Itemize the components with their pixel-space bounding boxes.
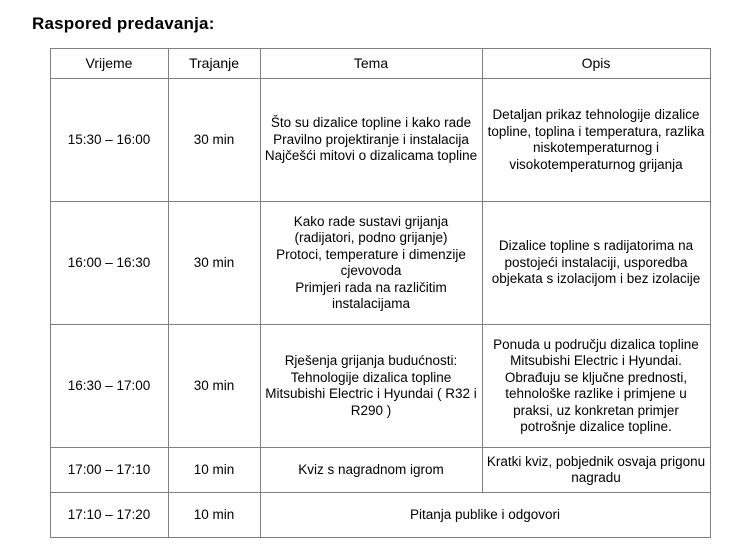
column-header-opis: Opis bbox=[482, 49, 710, 79]
cell-duration: 10 min bbox=[168, 493, 260, 538]
cell-description bbox=[482, 202, 710, 325]
column-header-vrijeme: Vrijeme bbox=[50, 49, 168, 79]
cell-topic bbox=[260, 79, 482, 202]
cell-topic: Kviz s nagradnom igrom bbox=[260, 448, 482, 493]
description-line: Ponuda u području dizalica topline Mitsubishi Electric i Hyundai. bbox=[493, 336, 699, 369]
cell-time: 17:00 – 17:10 bbox=[50, 448, 168, 493]
table-row bbox=[50, 493, 710, 538]
table-row bbox=[50, 202, 710, 325]
description-line: Obrađuju se ključne prednosti, tehnološke razlike i primjene u praksi, uz konkretan primjer potrošnje dizalice topline. bbox=[504, 369, 688, 435]
topic-line: Najčešći mitovi o dizalicama topline bbox=[264, 148, 478, 164]
cell-time: 17:10 – 17:20 bbox=[50, 493, 168, 538]
topic-line: Primjeri rada na različitim instalacijama bbox=[295, 279, 447, 312]
table-header bbox=[50, 49, 710, 79]
topic-line: Što su dizalice topline i kako rade bbox=[270, 115, 472, 131]
table-body bbox=[50, 79, 710, 538]
cell-duration: 30 min bbox=[168, 202, 260, 325]
cell-description: Kratki kviz, pobjednik osvaja prigonu nagradu bbox=[482, 448, 710, 493]
schedule-table bbox=[50, 48, 711, 538]
column-header-trajanje: Trajanje bbox=[168, 49, 260, 79]
page-bottom-spacer bbox=[32, 538, 728, 558]
cell-topic bbox=[260, 202, 482, 325]
topic-line: Protoci, temperature i dimenzije cjevovoda bbox=[276, 246, 466, 279]
cell-description bbox=[482, 79, 710, 202]
description-line: Dizalice topline s radijatorima na postojeći instalaciji, usporedba objekata s izolacijom i bez izolacije bbox=[491, 238, 701, 287]
description-line: Detaljan prikaz tehnologije dizalice topline, toplina i temperatura, razlika niskotemperaturnog i visokotemperaturnog grijanja bbox=[487, 107, 705, 172]
cell-time: 15:30 – 16:00 bbox=[50, 79, 168, 202]
table-row bbox=[50, 79, 710, 202]
table-row bbox=[50, 448, 710, 493]
cell-description bbox=[482, 325, 710, 448]
cell-time: 16:30 – 17:00 bbox=[50, 325, 168, 448]
cell-topic bbox=[260, 325, 482, 448]
table-row bbox=[50, 325, 710, 448]
cell-time: 16:00 – 16:30 bbox=[50, 202, 168, 325]
cell-duration: 10 min bbox=[168, 448, 260, 493]
topic-line: Rješenja grijanja budućnosti: Tehnologije dizalica topline Mitsubishi Electric i Hyundai ( R32 i R290 ) bbox=[265, 353, 477, 418]
page-title: Raspored predavanja: bbox=[32, 14, 215, 33]
column-header-tema: Tema bbox=[260, 49, 482, 79]
topic-line: Pravilno projektiranje i instalacija bbox=[273, 131, 469, 147]
topic-line: Kako rade sustavi grijanja (radijatori, podno grijanje) bbox=[293, 213, 449, 246]
table-header-row bbox=[50, 49, 710, 79]
cell-duration: 30 min bbox=[168, 325, 260, 448]
cell-duration: 30 min bbox=[168, 79, 260, 202]
cell-topic-merged: Pitanja publike i odgovori bbox=[260, 493, 710, 538]
